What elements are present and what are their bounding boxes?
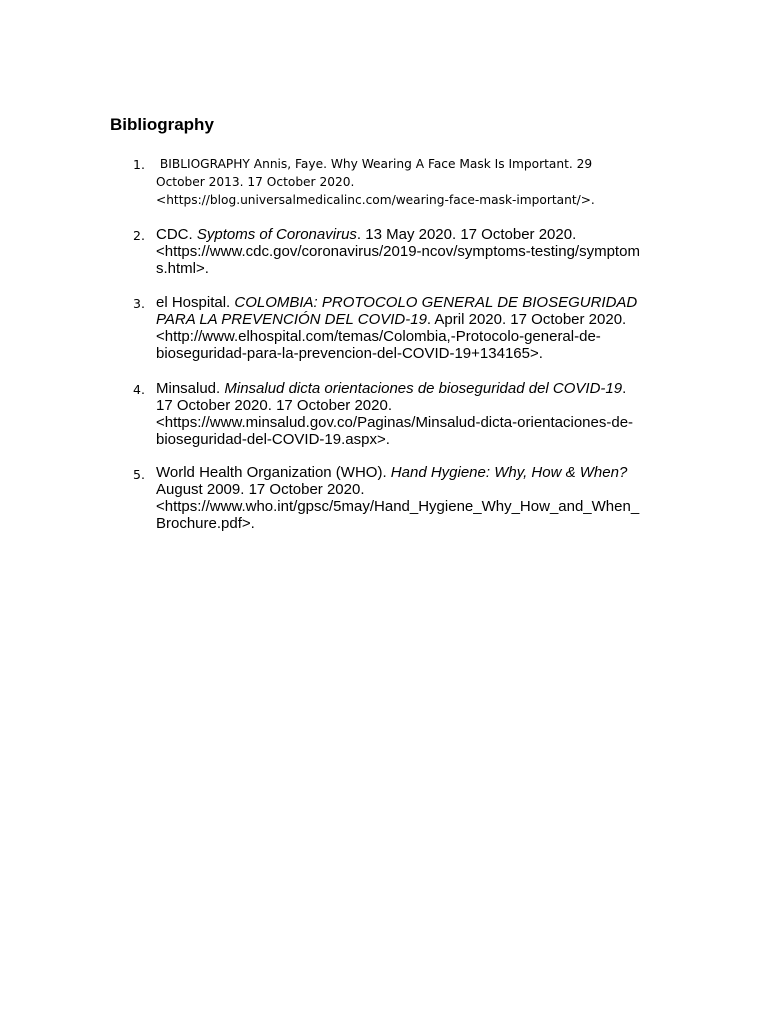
entry-url-continued: bioseguridad-para-la-prevencion-del-COVID-19+134165>. [156,345,543,362]
entry-title-continued: PARA LA PREVENCIÓN DEL COVID-19 [156,311,427,328]
entry-text [156,380,661,448]
entry-dates: . 13 May 2020. 17 October 2020. [356,226,577,243]
entry-url-continued: Brochure.pdf>. [156,515,255,532]
entry-dates: August 2009. 17 October 2020. [156,481,365,498]
entry-number: 5. [133,467,145,482]
entry-url-continued: s.html>. [156,260,209,277]
entry-line [156,380,661,397]
entry-line: <https://blog.universalmedicalinc.com/wearing-face-mask-important/>. [156,193,595,207]
entry-line: October 2013. 17 October 2020. [156,175,355,189]
entry-dates: . April 2020. 17 October 2020. [426,311,627,328]
entry-line [156,311,661,328]
entry-author: Minsalud. [156,380,225,397]
entry-title: Hand Hygiene: Why, How & When? [390,464,628,481]
entry-number: 2. [133,228,145,243]
entry-author: el Hospital. [156,294,235,311]
entry-punct: . [622,380,627,397]
entry-number: 3. [133,296,145,311]
entry-author: CDC. [156,226,197,243]
entry-url: <https://www.who.int/gpsc/5may/Hand_Hygiene_Why_How_and_When_ [156,498,640,515]
entry-line [156,294,661,311]
entry-url-continued: bioseguridad-del-COVID-19.aspx>. [156,431,390,448]
entry-text [156,226,661,277]
entry-text [156,294,661,362]
entry-text [156,464,661,532]
entry-title: Syptoms of Coronavirus [196,226,357,243]
entry-url: <https://www.cdc.gov/coronavirus/2019-ncov/symptoms-testing/symptom [156,243,640,260]
entry-number: 1. [133,157,145,172]
entry-author: World Health Organization (WHO). [156,464,391,481]
entry-line [156,226,661,243]
entry-number: 4. [133,382,145,397]
entry-line: BIBLIOGRAPHY Annis, Faye. Why Wearing A Face Mask Is Important. 29 [156,157,593,171]
entry-dates: 17 October 2020. 17 October 2020. [156,397,392,414]
entry-title: Minsalud dicta orientaciones de bioseguridad del COVID-19 [224,380,623,397]
entry-url: <http://www.elhospital.com/temas/Colombia,-Protocolo-general-de- [156,328,601,345]
bibliography-heading: Bibliography [110,115,214,134]
entry-line [156,464,661,481]
entry-text [156,155,661,209]
entry-url: <https://www.minsalud.gov.co/Paginas/Minsalud-dicta-orientaciones-de- [156,414,634,431]
entry-title: COLOMBIA: PROTOCOLO GENERAL DE BIOSEGURIDAD [234,294,638,311]
